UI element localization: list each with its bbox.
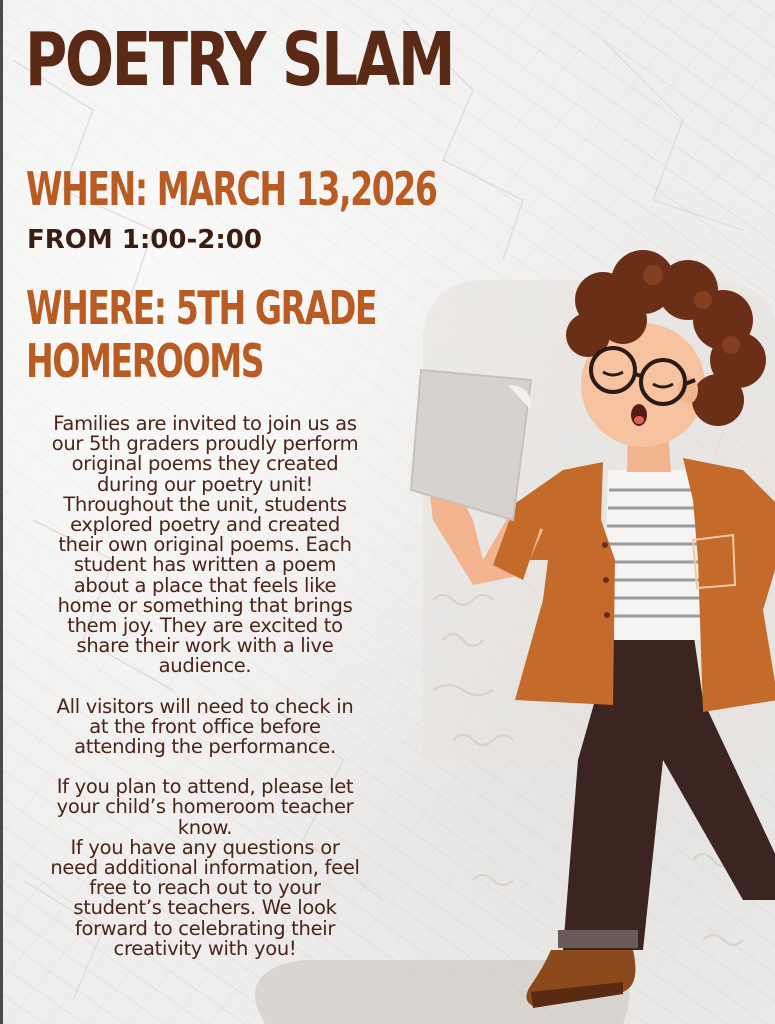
student-reading-poem-illustration bbox=[221, 240, 775, 1024]
text-line: Families are invited to join us as bbox=[53, 412, 357, 435]
text-line: our 5th graders proudly perform bbox=[51, 432, 359, 456]
text-line: free to reach out to your bbox=[89, 876, 321, 900]
event-date: WHEN: MARCH 13,2026 bbox=[26, 162, 437, 216]
text-line: student has written a poem bbox=[73, 553, 337, 577]
event-location-line-2: HOMEROOMS bbox=[26, 334, 264, 389]
text-line: All visitors will need to check in bbox=[56, 694, 354, 718]
event-location-line-1: WHERE: 5TH GRADE bbox=[26, 281, 377, 335]
text-line: home or something that brings bbox=[57, 593, 353, 617]
page-title: POETRY SLAM bbox=[25, 17, 454, 103]
text-line: about a place that feels like bbox=[73, 573, 337, 597]
text-line: If you plan to attend, please let bbox=[56, 775, 354, 799]
text-line: know. bbox=[177, 815, 233, 839]
text-line: forward to celebrating their bbox=[74, 916, 336, 940]
text-line: student’s teachers. We look bbox=[73, 896, 337, 920]
text-line: during our poetry unit! bbox=[96, 472, 314, 496]
text-line: them joy. They are excited to bbox=[67, 614, 343, 638]
text-line: original poems they created bbox=[71, 452, 339, 476]
text-line: explored poetry and created bbox=[70, 513, 340, 537]
text-line: at the front office before bbox=[89, 714, 321, 738]
text-line: need additional information, feel bbox=[50, 856, 360, 880]
text-line: creativity with you! bbox=[113, 936, 297, 960]
event-time: FROM 1:00-2:00 bbox=[27, 225, 262, 255]
text-line: attending the performance. bbox=[74, 735, 336, 759]
text-line: audience. bbox=[158, 654, 252, 678]
text-line: share their work with a live bbox=[76, 634, 334, 658]
text-line: If you have any questions or bbox=[70, 835, 340, 859]
text-line: their own original poems. Each bbox=[58, 533, 352, 557]
text-line: Throughout the unit, students bbox=[63, 492, 347, 516]
text-line: your child’s homeroom teacher bbox=[56, 795, 354, 819]
